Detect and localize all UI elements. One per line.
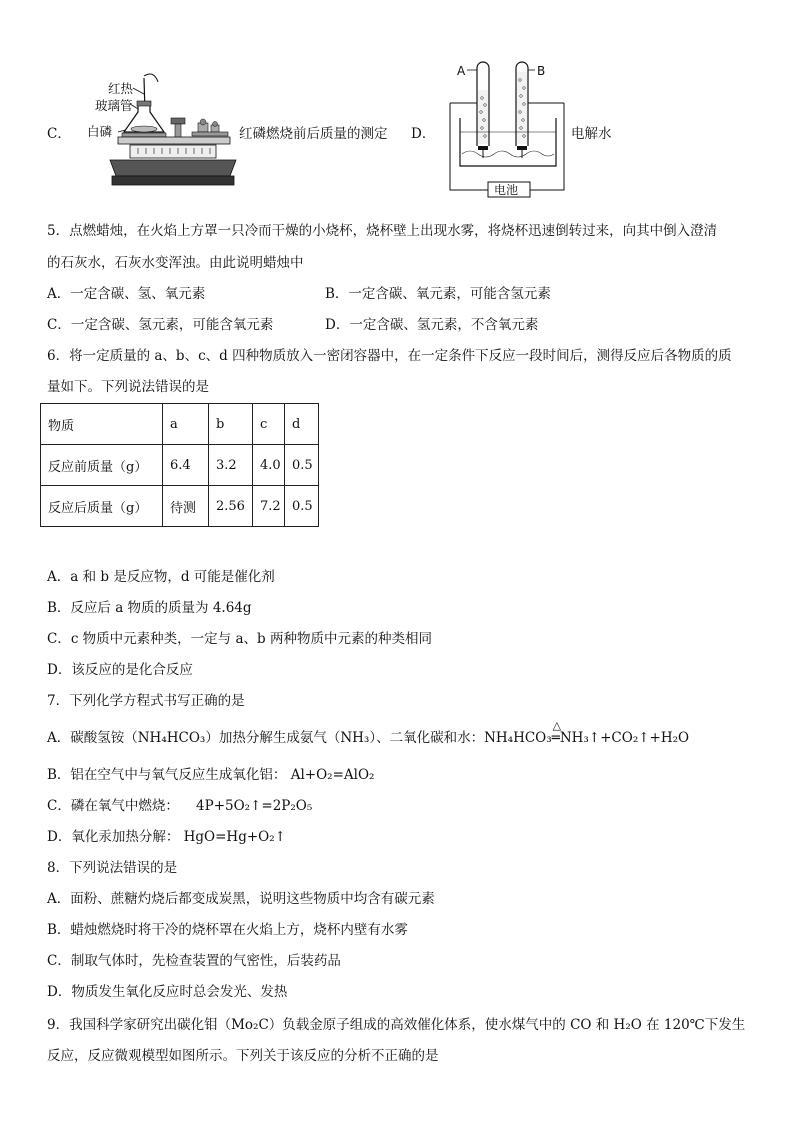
table-cell: 反应前质量（g） — [41, 445, 163, 486]
q8-option-b: B．蜡烛燃烧时将干冷的烧杯罩在火焰上方，烧杯内壁有水雾 — [47, 922, 408, 938]
table-cell: 0.5 — [285, 486, 319, 527]
option-c-label: C． — [47, 126, 71, 142]
q8-option-d: D．物质发生氧化反应时总会发光、发热 — [47, 984, 288, 1000]
table-cell: 反应后质量（g） — [41, 486, 163, 527]
q6-mass-table — [40, 403, 319, 527]
table-row — [41, 445, 319, 486]
table-header-cell: d — [285, 404, 319, 445]
q8-stem: 8．下列说法错误的是 — [47, 860, 178, 876]
q6-stem-line2: 量如下。下列说法错误的是 — [47, 379, 209, 395]
q7-option-c-text: C．磷在氧气中燃烧： — [47, 798, 179, 814]
label-b: B — [537, 64, 546, 78]
q7-option-a-text: A．碳酸氢铵（NH₄HCO₃）加热分解生成氨气（NH₃）、二氧化碳和水： — [47, 730, 485, 746]
label-white-phosphorus: 白磷 — [87, 124, 113, 139]
q6-option-c: C．c 物质中元素种类，一定与 a、b 两种物质中元素的种类相同 — [47, 631, 432, 647]
q6-option-b: B．反应后 a 物质的质量为 4.64g — [47, 600, 252, 616]
table-header-cell: 物质 — [41, 404, 163, 445]
table-row — [41, 486, 319, 527]
equals-sign: ═ — [551, 730, 560, 746]
table-cell: 4.0 — [253, 445, 285, 486]
table-cell: 待测 — [163, 486, 209, 527]
q5-option-b: B．一定含碳、氧元素，可能含氢元素 — [325, 286, 551, 302]
q7-option-d — [47, 827, 286, 847]
q8-option-c: C．制取气体时，先检查装置的气密性，后装药品 — [47, 953, 341, 969]
q7-stem: 7．下列化学方程式书写正确的是 — [47, 693, 245, 709]
table-cell: 7.2 — [253, 486, 285, 527]
table-cell: 6.4 — [163, 445, 209, 486]
label-red-hot: 红热 — [108, 81, 134, 96]
q5-option-d: D．一定含碳、氢元素，不含氧元素 — [325, 317, 539, 333]
option-d-caption: 电解水 — [571, 126, 612, 142]
q5-option-c: C．一定含碳、氢元素，可能含氧元素 — [47, 317, 274, 333]
table-header-cell: b — [209, 404, 253, 445]
q9-stem-line2: 反应，反应微观模型如图所示。下列关于该反应的分析不正确的是 — [47, 1048, 439, 1064]
label-battery: 电池 — [494, 183, 519, 197]
table-header-cell: c — [253, 404, 285, 445]
q7-option-d-text: D．氧化汞加热分解： — [47, 829, 180, 845]
q7-option-c-eq: 4P+5O₂↑=2P₂O₅ — [196, 798, 313, 814]
q6-option-d: D．该反应的是化合反应 — [47, 662, 193, 678]
label-glass-tube: 玻璃管 — [95, 98, 133, 113]
q7-option-c — [47, 796, 312, 816]
q7-option-a — [47, 719, 690, 748]
q7-option-d-eq: HgO=Hg+O₂↑ — [183, 829, 286, 845]
q6-option-a: A．a 和 b 是反应物，d 可能是催化剂 — [47, 569, 275, 585]
table-header-cell: a — [163, 404, 209, 445]
q7-option-a-heat-sign — [551, 719, 562, 748]
q5-stem-line1: 5．点燃蜡烛，在火焰上方罩一只冷而干燥的小烧杯，烧杯壁上出现水雾，将烧杯迅速倒转过来，向其中倒入澄清 — [47, 223, 718, 239]
q6-stem-line1: 6．将一定质量的 a、b、c、d 四种物质放入一密闭容器中，在一定条件下反应一段时间后，测得反应后各物质的质 — [47, 348, 732, 364]
heat-triangle-icon: △ — [552, 719, 562, 732]
electrolysis-apparatus-figure — [446, 58, 570, 198]
table-header-row — [41, 404, 319, 445]
q7-option-a-eq-left: NH₄HCO₃ — [484, 730, 552, 746]
q9-stem-line1: 9．我国科学家研究出碳化钼（Mo₂C）负载金原子组成的高效催化体系，使水煤气中的 CO 和 H₂O 在 120℃下发生 — [47, 1017, 746, 1033]
table-cell: 3.2 — [209, 445, 253, 486]
label-a: A — [457, 64, 466, 78]
balance-apparatus-figure — [78, 72, 238, 190]
q5-stem-line2: 的石灰水，石灰水变浑浊。由此说明蜡烛中 — [47, 255, 304, 271]
q7-option-b — [47, 765, 374, 785]
q7-option-b-eq: Al+O₂=AlO₂ — [290, 767, 375, 783]
q5-option-a: A．一定含碳、氢、氧元素 — [47, 286, 206, 302]
table-cell: 0.5 — [285, 445, 319, 486]
option-d-label: D． — [411, 126, 436, 142]
option-c-caption: 红磷燃烧前后质量的测定 — [239, 126, 388, 142]
q8-option-a: A．面粉、蔗糖灼烧后都变成炭黑，说明这些物质中均含有碳元素 — [47, 891, 435, 907]
q7-option-a-eq-right: NH₃↑+CO₂↑+H₂O — [559, 730, 690, 746]
table-cell: 2.56 — [209, 486, 253, 527]
q7-option-b-text: B．铝在空气中与氧气反应生成氧化铝： — [47, 767, 287, 783]
